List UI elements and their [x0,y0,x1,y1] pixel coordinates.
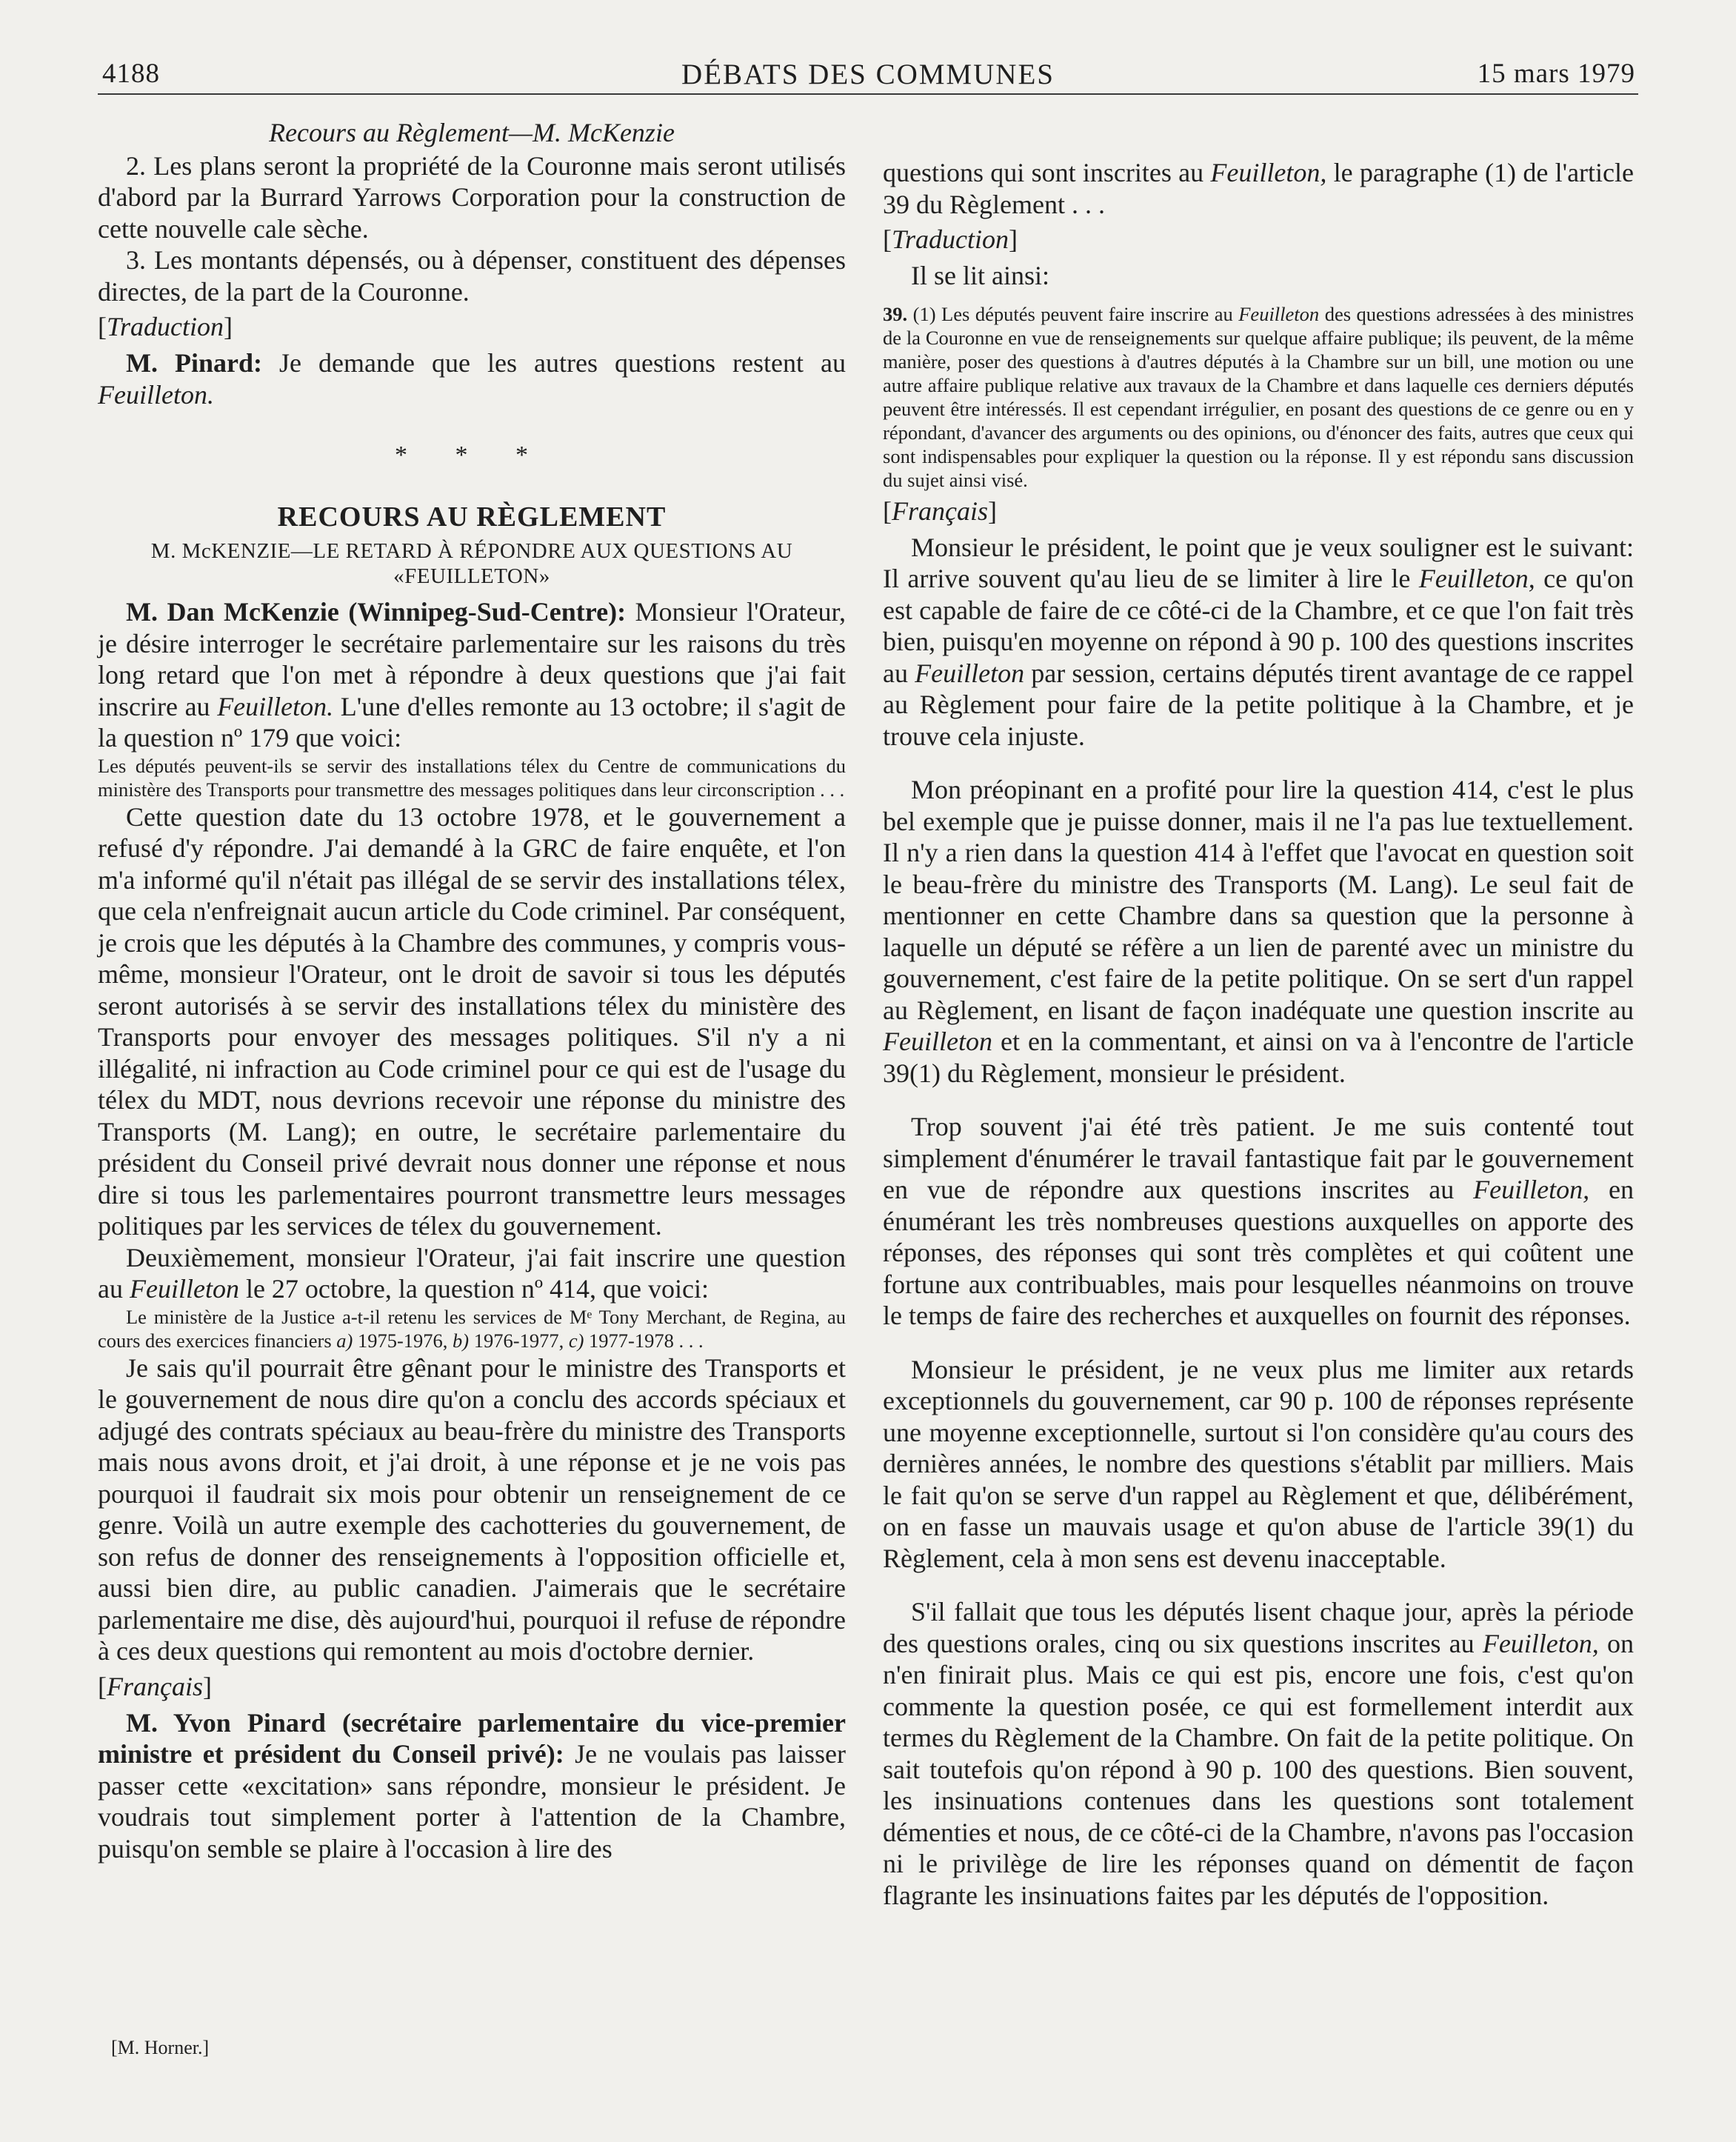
tag-francais: [Français] [98,1671,212,1701]
right-paragraph-3: Trop souvent j'ai été très patient. Je me suis contenté tout simplement d'énumérer le travail fantastique fait par le gouvernement en vue de répondre aux questions inscrites au Feuilleton, en énumérant les très nombreuses questions auxquelles on apporte des réponses, des réponses qui sont très complètes et qui coûtent une fortune aux contribuables, mais pour lesquelles néanmoins on trouve le temps de faire des recherches et auxquelles on fournit des réponses. [883,1112,1635,1330]
mckenzie-paragraph-4: Je sais qu'il pourrait être gênant pour le ministre des Transports et le gouvernement de nous dire qu'on a conclu des accords spéciaux et adjugé des contrats spéciaux au beau-frère du ministre des Transports mais nous avons droit, et j'ai droit, à une réponse et je ne vois pas pourquoi il faudrait six mois pour obtenir un renseignement de ce genre. Voilà un autre exemple des cachotteries du gouvernement, de son refus de donner des renseignements à l'opposition officielle et, aussi bien dire, au public canadien. J'aimerais que le secrétaire parlementaire me dise, dès aujourd'hui, pourquoi il refuse de répondre à ces deux questions qui remontent au mois d'octobre dernier. [98,1352,846,1666]
left-column [98,117,846,1864]
pinard-statement: M. Pinard: Je demande que les autres questions restent au Feuilleton. [98,348,847,410]
tag-traduction: [Traduction] [98,312,233,341]
standing-order-39: 39. (1) Les députés peuvent faire inscrire au Feuilleton des questions adressées à des ministres de la Couronne en vue de renseignements sur quelque affaire publique; ils peuvent, de la même manière, poser des questions à d'autres députés à la Chambre sur un bill, une motion ou une autre affaire publique relative aux travaux de la Chambre et dans laquelle ces derniers députés peuvent être intéressés. Il est cependant irrégulier, en posant des questions de ce genre ou en y répondant, d'avancer des arguments ou des opinions, ou d'énoncer des faits, autres que ceux qui sont indispensables pour expliquer la question ou la réponse. Il y est répondu sans discussion du sujet ainsi visé. [883,302,1635,491]
right-column [883,157,1634,1911]
tag-francais-right: [Français] [883,496,997,526]
header-rule [98,93,1638,95]
right-paragraph-4: Monsieur le président, je ne veux plus me limiter aux retards exceptionnels du gouvernement, car 90 p. 100 de réponses représente une moyenne exceptionnelle, surtout si l'on considère qu'au cours des dernières années, le nombre des questions s'établit par milliers. Mais le fait qu'on se serve d'un rappel au Règlement et que, délibérément, on en fasse un mauvais usage et qu'on abuse de l'article 39(1) du Règlement, cela à mon sens est devenu inacceptable. [883,1354,1634,1573]
mckenzie-paragraph-1: M. Dan McKenzie (Winnipeg-Sud-Centre): Monsieur l'Orateur, je désire interroger le secrétaire parlementaire sur les raisons du très long retard que l'on met à répondre à deux questions que j'ai fait inscrire au Feuilleton. L'une d'elles remonte au 13 octobre; il s'agit de la question nº 179 que voici: [98,597,847,753]
item-2: 2. Les plans seront la propriété de la Couronne mais seront utilisés d'abord par la Burrard Yarrows Corporation pour la construction de cette nouvelle cale sèche. [98,150,846,244]
right-paragraph-1: Monsieur le président, le point que je veux souligner est le suivant: Il arrive souvent qu'au lieu de se limiter à lire le Feuilleton, ce qu'on est capable de faire de ce côté-ci de la Chambre, et ce que l'on fait très bien, puisqu'en moyenne on répond à 90 p. 100 des questions inscrites au Feuilleton par session, certains députés tirent avantage de ce rappel au Règlement pour faire de la petite politique à la Chambre, et je trouve cela injuste. [883,532,1635,751]
publication-title: DÉBATS DES COMMUNES [681,59,1055,90]
right-paragraph-5: S'il fallait que tous les députés lisent chaque jour, après la période des questions orales, cinq ou six questions inscrites au Feuilleton, on n'en finirait plus. Mais ce qui est pis, encore une fois, c'est qu'on commente la question posée, ce qui est formellement interdit aux termes du Règlement de la Chambre. On fait de la petite politique. On sait toutefois qu'on répond à 90 p. 100 des questions. Bien souvent, les insinuations contenues dans les questions sont totalement démenties et nous, de ce côté-ci de la Chambre, n'avons pas l'occasion ni le privilège de lire les réponses quand on démentit de façon flagrante les insinuations faites par les députés de l'opposition. [883,1597,1635,1910]
quote-question-179: Les députés peuvent-ils se servir des installations télex du Centre de communications du ministère des Transports pour transmettre des messages politiques dans leur circonscription . . . [98,754,846,801]
running-head: Recours au Règlement—M. McKenzie [269,118,675,147]
pinard-reply: M. Yvon Pinard (secrétaire parlementaire du vice-premier ministre et président du Conseil privé): Je ne voulais pas laisser passer cette «excitation» sans répondre, monsieur le président. Je voudrais tout simplement porter à l'attention de la Chambre, puisqu'on semble se plaire à l'occasion à lire des [98,1707,847,1864]
mckenzie-paragraph-2: Cette question date du 13 octobre 1978, et le gouvernement a refusé d'y répondre. J'ai demandé à la GRC de faire enquête, et l'on m'a informé qu'il n'était pas illégal de se servir des installations télex, que cela n'enfreignait aucun article du Code criminel. Par conséquent, je crois que les députés à la Chambre des communes, y compris vous-même, monsieur l'Orateur, ont le droit de savoir si tous les députés seront autorisés à se servir des installations télex du ministère des Transports pour envoyer des messages politiques. S'il n'y a ni illégalité, ni infraction au Code criminel pour ce qui est de l'usage du télex du MDT, nous devrions recevoir une réponse du ministre des Transports (M. Lang); en outre, le secrétaire parlementaire du président du Conseil privé devrait nous donner une réponse et nous dire si tous les parlementaires pourront transmettre leurs messages politiques par les services de télex du gouvernement. [98,801,846,1241]
page-number: 4188 [102,59,160,89]
mckenzie-paragraph-3: Deuxièmement, monsieur l'Orateur, j'ai fait inscrire une question au Feuilleton le 27 octobre, la question nº 414, que voici: [98,1242,846,1304]
right-paragraph-2: Mon préopinant en a profité pour lire la question 414, c'est le plus bel exemple que je puisse donner, mais il ne l'a pas lue textuellement. Il n'y a rien dans la question 414 à l'effet que l'avocat en question soit le beau-frère du ministre des Transports (M. Lang). Le seul fait de mentionner en cette Chambre dans sa question que la personne à laquelle un député se réfère a un lien de parenté avec un ministre du gouvernement, c'est faire de la petite politique. On se sert d'un rappel au Règlement, en lisant de façon inadéquate une question inscrite au Feuilleton et en la commentant, et ainsi on va à l'encontre de l'article 39(1) du Règlement, monsieur le président. [883,775,1635,1088]
item-3: 3. Les montants dépensés, ou à dépenser, constituent des dépenses directes, de la part de la Couronne. [98,245,846,307]
tag-traduction-right: [Traduction] [883,224,1018,254]
quote-question-414: Le ministère de la Justice a-t-il retenu les services de Mᵉ Tony Merchant, de Regina, au cours des exercices financiers a) 1975-1976, b) 1976-1977, c) 1977-1978 . . . [98,1305,846,1352]
section-title: RECOURS AU RÈGLEMENT [277,501,667,533]
section-separator: * * * [395,441,549,469]
issue-date: 15 mars 1979 [1477,59,1635,89]
section-subtitle: M. McKENZIE—LE RETARD À RÉPONDRE AUX QUESTIONS AU «FEUILLETON» [150,539,793,588]
standing-order-intro: Il se lit ainsi: [911,261,1049,290]
pinard-continued: questions qui sont inscrites au Feuilleton, le paragraphe (1) de l'article 39 du Règlement . . . [883,158,1634,219]
page-footer-note: [M. Horner.] [111,2037,210,2058]
